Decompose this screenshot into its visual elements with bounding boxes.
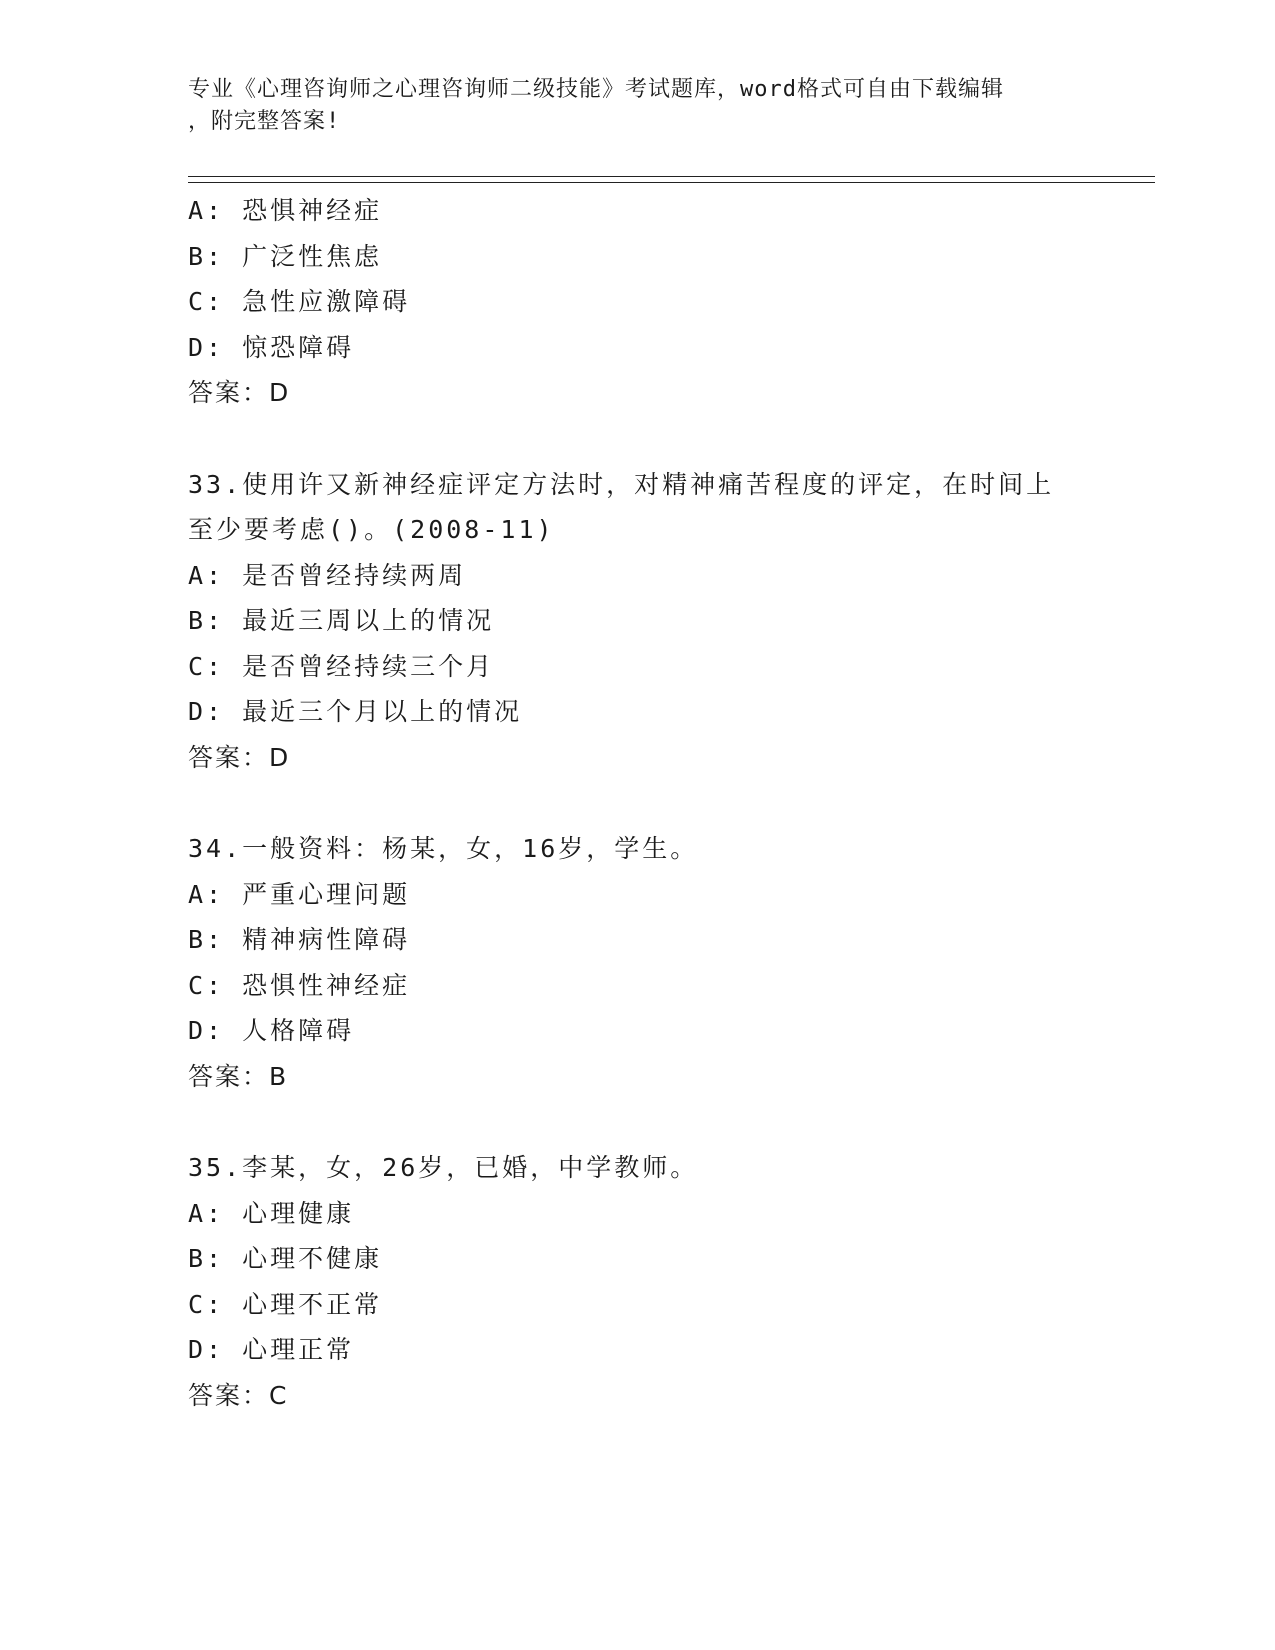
answer-34: 答案：B — [188, 1061, 289, 1091]
question-33-stem-line-2: 至少要考虑()。(2008-11) — [188, 515, 555, 544]
question-32 — [188, 188, 1108, 416]
question-34 — [188, 826, 1108, 1099]
option-b: B: 最近三周以上的情况 — [188, 606, 495, 635]
document-header — [188, 74, 1088, 138]
option-a: A: 心理健康 — [188, 1198, 355, 1228]
header-line-1: 专业《心理咨询师之心理咨询师二级技能》考试题库，word格式可自由下载编辑 — [188, 77, 1004, 102]
answer-35: 答案：C — [188, 1380, 289, 1410]
question-content — [188, 188, 1108, 1418]
spacer — [188, 416, 1108, 462]
option-a: A: 是否曾经持续两周 — [188, 560, 467, 590]
spacer — [188, 780, 1108, 826]
question-34-stem: 34.一般资料：杨某，女，16岁，学生。 — [188, 834, 699, 863]
option-a: A: 严重心理问题 — [188, 879, 411, 909]
question-33-stem-line-1: 33.使用许又新神经症评定方法时，对精神痛苦程度的评定，在时间上 — [188, 469, 1055, 499]
option-d: D: 惊恐障碍 — [188, 332, 355, 362]
question-33 — [188, 462, 1108, 781]
option-b: B: 精神病性障碍 — [188, 925, 411, 954]
header-line-2: ，附完整答案! — [188, 109, 341, 134]
option-c: C: 恐惧性神经症 — [188, 970, 411, 1000]
header-rule-top — [188, 176, 1155, 177]
question-35-stem: 35.李某，女，26岁，已婚，中学教师。 — [188, 1153, 699, 1182]
option-d: D: 人格障碍 — [188, 1016, 355, 1045]
option-c: C: 急性应激障碍 — [188, 287, 411, 316]
spacer — [188, 1099, 1108, 1145]
option-c: C: 心理不正常 — [188, 1289, 383, 1319]
option-d: D: 最近三个月以上的情况 — [188, 697, 523, 726]
option-d: D: 心理正常 — [188, 1335, 355, 1364]
option-b: B: 广泛性焦虑 — [188, 241, 383, 271]
answer-32: 答案：D — [188, 378, 291, 407]
option-b: B: 心理不健康 — [188, 1244, 383, 1273]
option-a: A: 恐惧神经症 — [188, 196, 383, 225]
header-rule-bottom — [188, 182, 1155, 183]
answer-33: 答案：D — [188, 742, 291, 772]
question-35 — [188, 1145, 1108, 1418]
option-c: C: 是否曾经持续三个月 — [188, 651, 495, 681]
